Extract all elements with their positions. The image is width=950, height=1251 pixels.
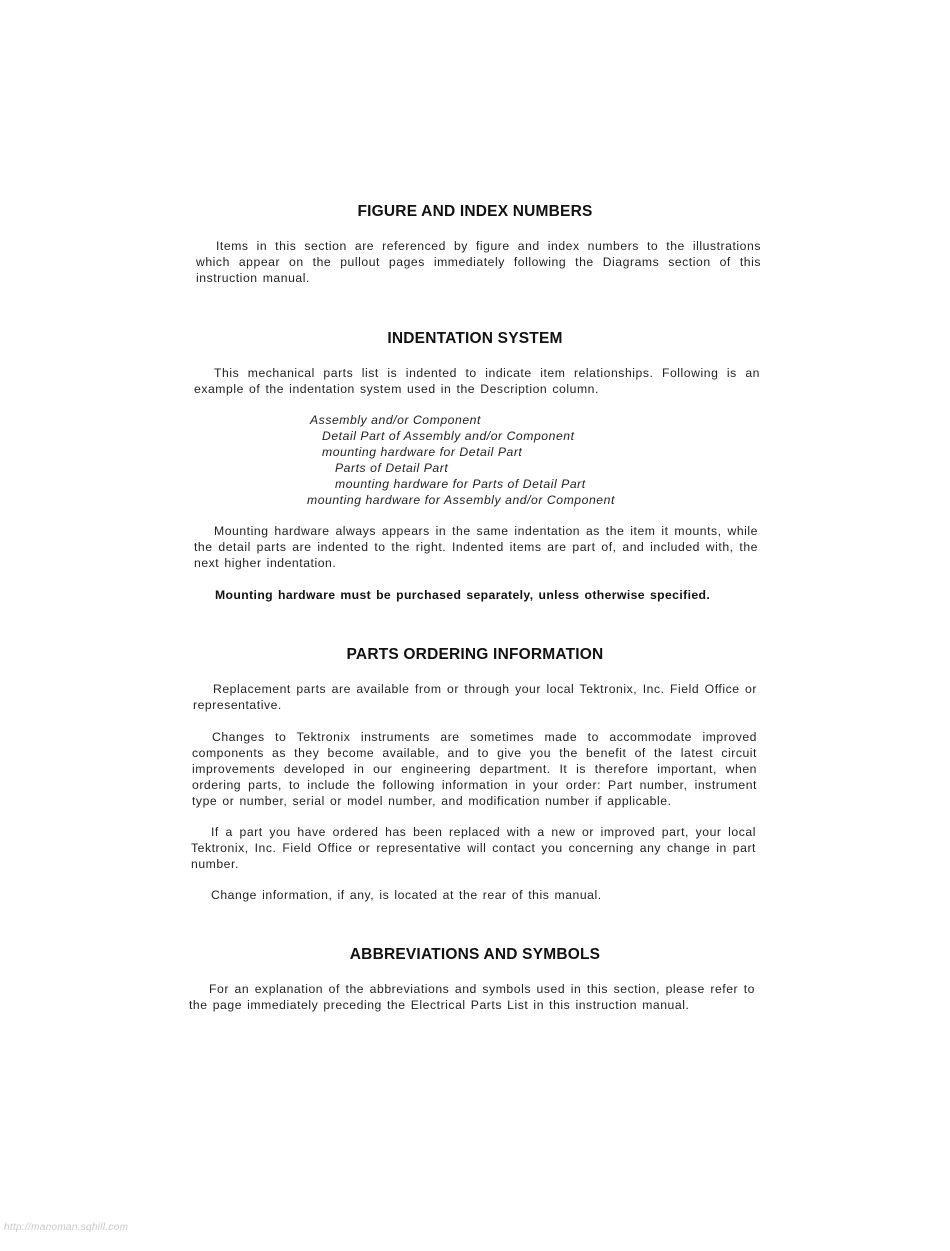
mounting-hardware-paragraph: Mounting hardware always appears in the same indentation as the item it mounts, while the detail parts are indented to the right. Indented items are part of, and included with, the next higher indentation. xyxy=(194,524,758,570)
example-line-detail-part: Detail Part of Assembly and/or Component xyxy=(322,429,575,443)
example-line-assembly: Assembly and/or Component xyxy=(310,413,481,427)
ordering-paragraph-1: Replacement parts are available from or through your local Tektronix, Inc. Field Office or representative. xyxy=(193,682,757,712)
ordering-paragraph-4: Change information, if any, is located at the rear of this manual. xyxy=(211,888,602,902)
example-line-parts-hardware: mounting hardware for Parts of Detail Part xyxy=(335,477,586,491)
figure-index-paragraph: Items in this section are referenced by figure and index numbers to the illustrations which appear on the pullout pages immediately following the Diagrams section of this instruction manual. xyxy=(196,239,761,285)
indentation-example xyxy=(305,412,615,508)
heading-abbreviations: ABBREVIATIONS AND SYMBOLS xyxy=(349,946,601,963)
ordering-paragraph-3: If a part you have ordered has been replaced with a new or improved part, your local Tektronix, Inc. Field Office or representative will contact you concerning any change in part number. xyxy=(191,825,756,871)
heading-figure-index: FIGURE AND INDEX NUMBERS xyxy=(357,203,593,220)
abbreviations-paragraph: For an explanation of the abbreviations and symbols used in this section, please refer to the page immediately preceding the Electrical Parts List in this instruction manual. xyxy=(189,982,755,1012)
ordering-paragraph-2: Changes to Tektronix instruments are sometimes made to accommodate improved components as they become available, and to give you the benefit of the latest circuit improvements developed in our engineering department. It is therefore important, when ordering parts, to include the following information in your order: Part number, instrument type or number, serial or model number, and modification number if applicable. xyxy=(192,730,757,808)
example-line-detail-hardware: mounting hardware for Detail Part xyxy=(322,445,523,459)
source-watermark: http://manoman.sqhill.com xyxy=(4,1222,129,1233)
heading-parts-ordering: PARTS ORDERING INFORMATION xyxy=(346,646,604,663)
indentation-paragraph: This mechanical parts list is indented to indicate item relationships. Following is an example of the indentation system used in the Description column. xyxy=(194,366,760,396)
heading-indentation-system: INDENTATION SYSTEM xyxy=(387,330,563,347)
mounting-hardware-note: Mounting hardware must be purchased separately, unless otherwise specified. xyxy=(215,588,711,602)
example-line-assembly-hardware: mounting hardware for Assembly and/or Component xyxy=(307,493,615,507)
example-line-parts-of-detail: Parts of Detail Part xyxy=(335,461,449,475)
